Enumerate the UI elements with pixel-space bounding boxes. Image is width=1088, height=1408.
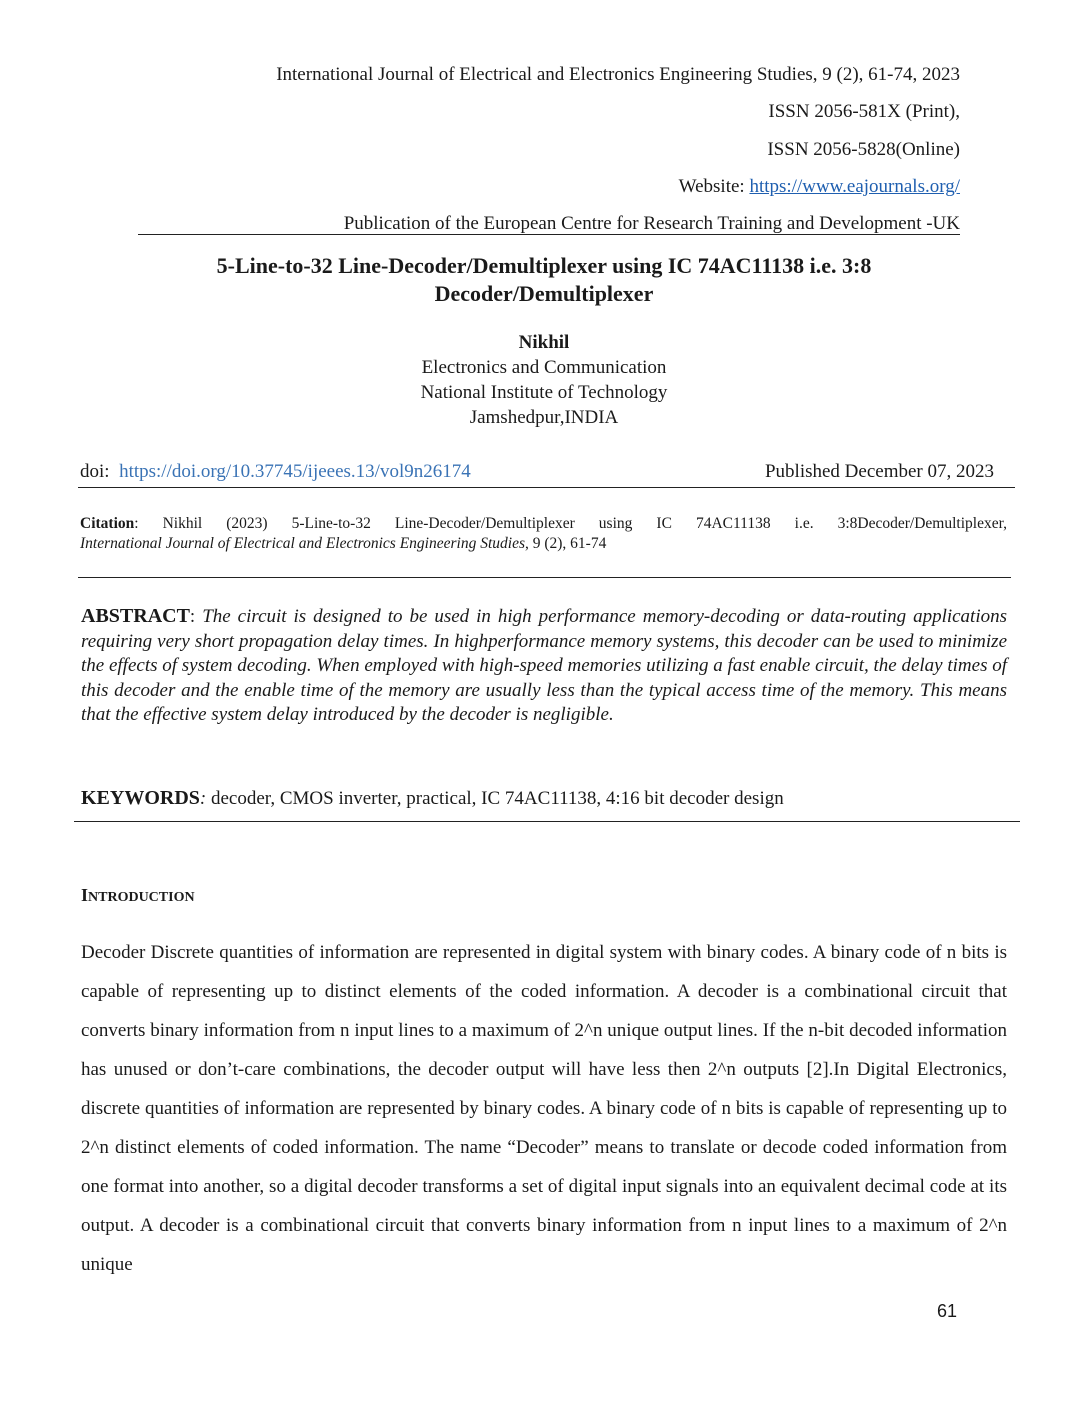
author-dept: Electronics and Communication [421, 357, 667, 378]
author-institute: National Institute of Technology [420, 382, 668, 403]
website-line [679, 176, 960, 198]
keywords-rule [74, 821, 1020, 822]
issn-online: ISSN 2056-5828(Online) [767, 139, 960, 160]
paper-title-line1 [0, 252, 1088, 280]
website-link[interactable]: https://www.eajournals.org/ [749, 176, 960, 197]
abstract-label: ABSTRACT [81, 605, 190, 627]
intro-heading-rest: NTRODUCTION [88, 890, 195, 905]
title-text-1: 5-Line-to-32 Line-Decoder/Demultiplexer using IC 74AC11138 i.e. 3:8 [216, 253, 872, 278]
header-rule [138, 234, 960, 235]
doi-label: doi: [80, 461, 110, 482]
intro-body: Decoder Discrete quantities of information are represented in digital system with binary codes. A binary code of n bits is capable of representing up to distinct elements of the coded information. A decoder is a combinational circuit that converts binary information from n input lines to a maximum of 2^n unique output lines. If the n-bit decoded information has unused or don’t-care combinations, the decoder output will have less then 2^n outputs [2].In Digital Electronics, discrete quantities of information are represented by binary codes. A binary code of n bits is capable of representing up to 2^n distinct elements of coded information. The name “Decoder” means to translate or decode coded information from one format into another, so a digital decoder transforms a set of digital input signals into an equivalent decimal code at its output. A decoder is a combinational circuit that converts binary information from n input lines to a maximum of 2^n unique [81, 942, 1007, 1275]
doi-rule [78, 487, 1015, 488]
published-date: Published December 07, 2023 [764, 461, 994, 482]
citation-journal: International Journal of Electrical and Electronics Engineering Studies [80, 535, 525, 552]
citation-line2 [80, 534, 606, 554]
keywords-text: decoder, CMOS inverter, practical, IC 74AC11138, 4:16 bit decoder design [210, 788, 784, 809]
citation-label: Citation [80, 515, 135, 532]
publisher-line: Publication of the European Centre for Research Training and Development -UK [343, 213, 960, 234]
paper-title-line2: Decoder/Demultiplexer [434, 281, 654, 306]
keywords-sep: : [199, 788, 211, 809]
citation-tail: , 9 (2), 61-74 [524, 535, 607, 552]
doi-line [80, 461, 471, 483]
author-name: Nikhil [518, 332, 570, 353]
intro-heading [81, 885, 195, 906]
issn-print: ISSN 2056-581X (Print), [768, 101, 960, 122]
citation-text: : Nikhil (2023) 5-Line-to-32 Line-Decoder/Demultiplexer using IC 74AC11138 i.e. 3:8Decoder/Demultiplexer, [134, 515, 1007, 532]
doi-link[interactable]: https://doi.org/10.37745/ijeees.13/vol9n26174 [119, 461, 471, 482]
page-number: 61 [937, 1301, 958, 1321]
website-label: Website: [678, 176, 750, 197]
abstract [81, 604, 1007, 728]
abstract-text: The circuit is designed to be used in high performance memory-decoding or data-routing applications requiring very short propagation delay times. In highperformance memory systems, this decoder can be used to minimize the effects of system decoding. When employed with high-speed memories utilizing a fast enable circuit, the delay times of this decoder and the enable time of the memory are usually less than the typical access time of the memory. This means that the effective system delay introduced by the decoder is negligible. [81, 606, 1008, 725]
citation-line1 [80, 514, 1007, 534]
author-location: Jamshedpur,INDIA [469, 407, 619, 428]
keywords [81, 787, 784, 810]
journal-line: International Journal of Electrical and Electronics Engineering Studies, 9 (2), 61-74, 2023 [276, 64, 960, 85]
citation-rule [78, 577, 1011, 578]
keywords-label: KEYWORDS [81, 787, 200, 809]
intro-heading-first: I [81, 885, 89, 905]
abstract-sep: : [189, 606, 203, 627]
